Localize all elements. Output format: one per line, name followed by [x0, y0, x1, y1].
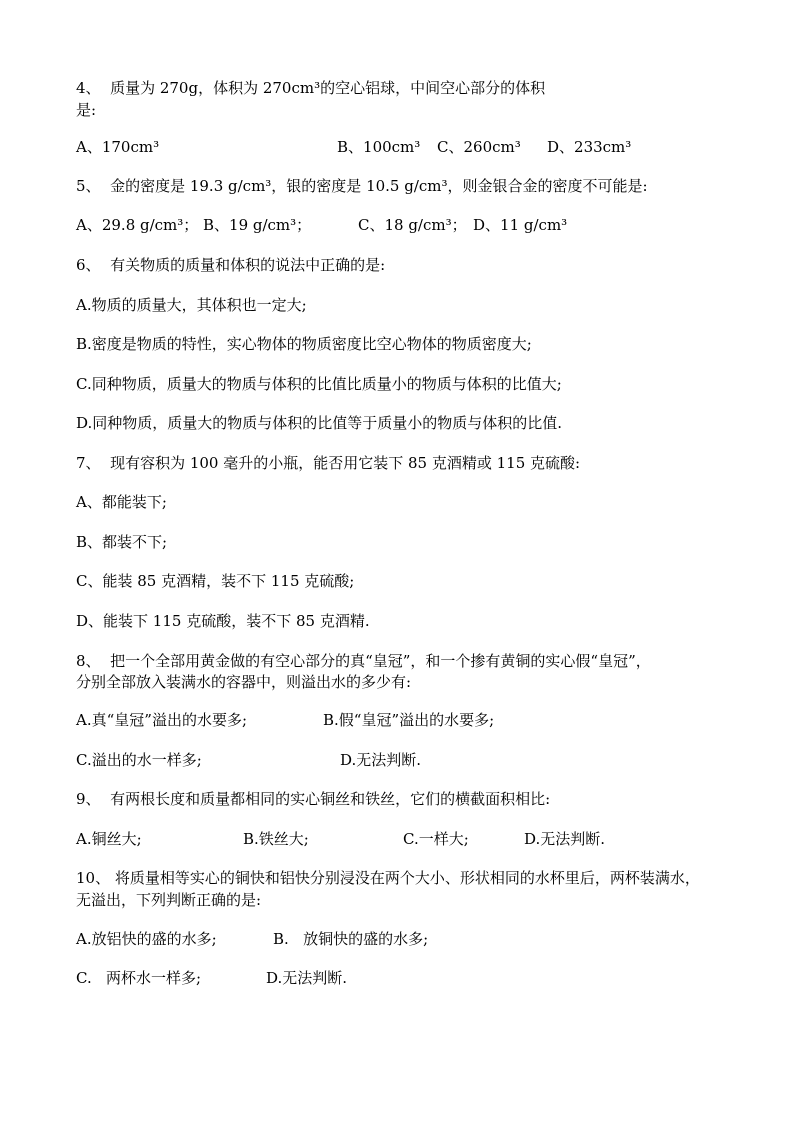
q10-option-b: B. 放铜快的盛的水多; [273, 930, 429, 948]
q8-option-b: B.假“皇冠”溢出的水要多; [323, 711, 495, 729]
q8-stem-line1: 8、 把一个全部用黄金做的有空心部分的真“皇冠”，和一个掺有黄铜的实心假“皇冠”， [76, 652, 651, 670]
q9-stem: 9、 有两根长度和质量都相同的实心铜丝和铁丝，它们的横截面积相比: [76, 790, 551, 808]
q10-stem-line2: 无溢出，下列判断正确的是: [76, 891, 262, 909]
q9-option-a: A.铜丝大; [76, 830, 142, 848]
q4-option-d: D、233cm³ [547, 138, 632, 156]
q5-stem: 5、 金的密度是 19.3 g/cm³，银的密度是 10.5 g/cm³，则金银合金的密度不可能是: [76, 177, 648, 195]
q4-option-a: A、170cm³ [76, 138, 160, 156]
q5-option-b: B、19 g/cm³； [203, 216, 312, 234]
q5-option-c: C、18 g/cm³； [358, 216, 467, 234]
q4-stem-line2: 是: [76, 101, 97, 119]
q7-option-a: A、都能装下; [76, 493, 167, 511]
q9-option-b: B.铁丝大; [243, 830, 309, 848]
q8-option-a: A.真“皇冠”溢出的水要多; [76, 711, 247, 729]
q10-option-d: D.无法判断. [266, 969, 348, 987]
q4-option-c: C、260cm³ [437, 138, 521, 156]
q9-option-d: D.无法判断. [524, 830, 606, 848]
q10-stem-line1: 10、 将质量相等实心的铜快和铝快分别浸没在两个大小、形状相同的水杯里后，两杯装满水， [76, 869, 700, 887]
q5-option-d: D、11 g/cm³ [473, 216, 568, 234]
q7-option-b: B、都装不下; [76, 533, 168, 551]
q8-option-c: C.溢出的水一样多; [76, 751, 202, 769]
q9-option-c: C.一样大; [403, 830, 469, 848]
q5-option-a: A、29.8 g/cm³； [76, 216, 199, 234]
q6-option-b: B.密度是物质的特性，实心物体的物质密度比空心物体的物质密度大; [76, 335, 532, 353]
q7-option-d: D、能装下 115 克硫酸，装不下 85 克酒精. [76, 612, 370, 630]
q6-stem: 6、 有关物质的质量和体积的说法中正确的是: [76, 256, 386, 274]
q8-stem-line2: 分别全部放入装满水的容器中，则溢出水的多少有: [76, 673, 412, 691]
q8-option-d: D.无法判断. [340, 751, 422, 769]
q10-option-c: C. 两杯水一样多; [76, 969, 202, 987]
q10-option-a: A.放铝快的盛的水多; [76, 930, 217, 948]
q6-option-d: D.同种物质，质量大的物质与体积的比值等于质量小的物质与体积的比值. [76, 414, 563, 432]
q7-option-c: C、能装 85 克酒精，装不下 115 克硫酸; [76, 572, 355, 590]
q4-stem-line1: 4、 质量为 270g，体积为 270cm³的空心铝球，中间空心部分的体积 [76, 79, 546, 97]
q6-option-a: A.物质的质量大，其体积也一定大; [76, 296, 307, 314]
q6-option-c: C.同种物质，质量大的物质与体积的比值比质量小的物质与体积的比值大; [76, 375, 562, 393]
q4-option-b: B、100cm³ [337, 138, 421, 156]
q7-stem: 7、 现有容积为 100 毫升的小瓶，能否用它装下 85 克酒精或 115 克硫酸: [76, 454, 581, 472]
